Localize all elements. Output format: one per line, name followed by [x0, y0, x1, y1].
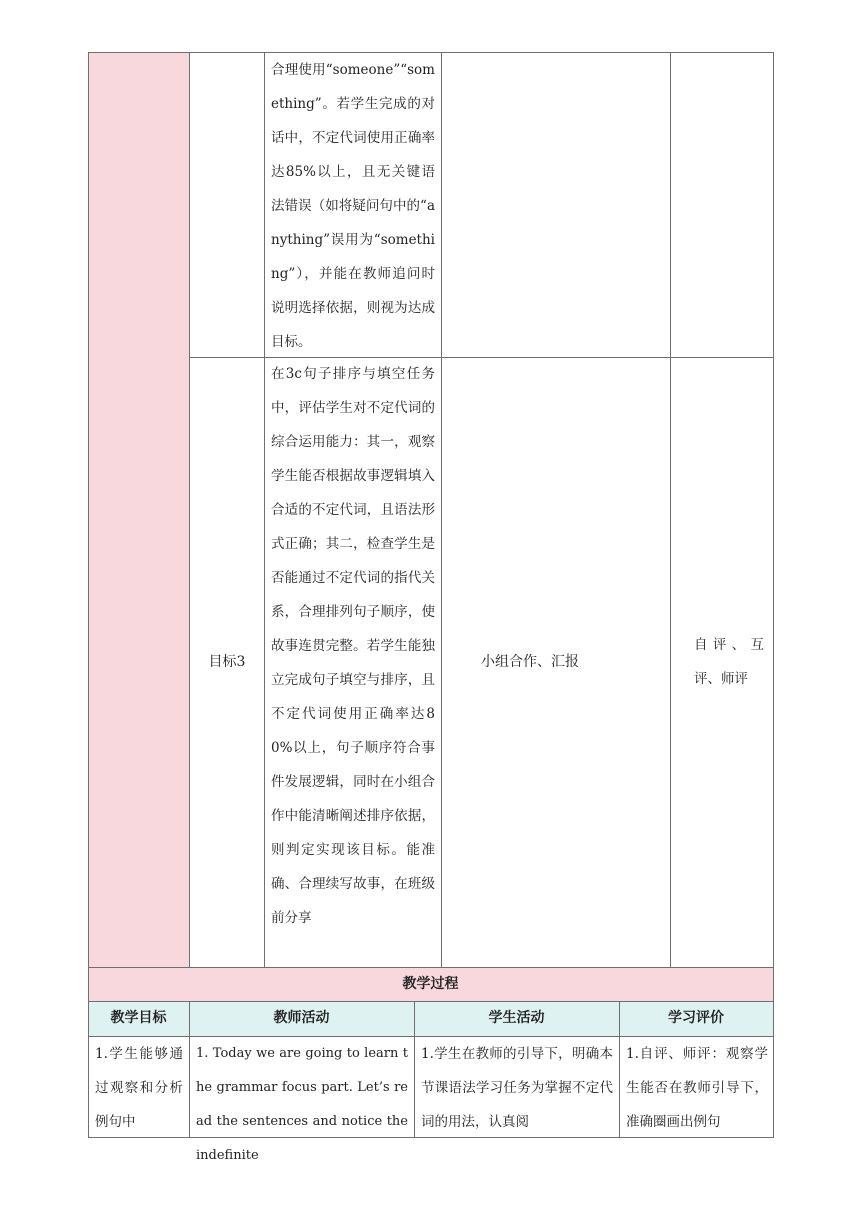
header-teacher-activity: 教师活动 [273, 1010, 330, 1026]
row2-criteria-text: 在3c句子排序与填空任务中，评估学生对不定代词的综合运用能力：其一，观察学生能否根据故事逻辑填入合适的不定代词，且语法形式正确；其二，检查学生是否能通过不定代词的指代关系，合理排列句子顺序，使故事连贯完整。若学生能独立完成句子填空与排序，且不定代词使用正确率达80%以上，句子顺序符合事件发展逻辑，同时在小组合作中能清晰阐述排序依据，则判定实现该目标。能准确、合理续写故事，在班级前分享 [271, 366, 435, 926]
row2-evaluation-text: 自评、互评、师评 [694, 637, 764, 687]
row1-criteria-text: 合理使用“someone”“something”。若学生完成的对话中，不定代词使用正确率达85%以上，且无关键语法错误（如将疑问句中的“anything”误用为“something”），并能在教师追问时说明选择依据，则视为达成目标。 [271, 62, 435, 350]
left-category-band [88, 53, 189, 967]
process-student-cell: 1.学生在教师的引导下，明确本节课语法学习任务为掌握不定代词的用法，认真阅 [421, 1046, 613, 1130]
header-teaching-goal: 教学目标 [110, 1010, 167, 1026]
header-student-activity: 学生活动 [488, 1010, 545, 1026]
process-goal-cell: 1.学生能够通过观察和分析例句中 [95, 1046, 183, 1130]
header-learning-evaluation: 学习评价 [668, 1010, 724, 1026]
process-title: 教学过程 [402, 976, 459, 992]
process-evaluation-cell: 1.自评、师评：观察学生能否在教师引导下，准确圈画出例句 [626, 1046, 768, 1130]
process-teacher-cell: 1. Today we are going to learn the grammar focus part. Let’s read the sentences and notice the indefinite [196, 1046, 408, 1163]
row2-method-text: 小组合作、汇报 [481, 654, 579, 670]
row2-goal-label: 目标3 [208, 654, 246, 670]
